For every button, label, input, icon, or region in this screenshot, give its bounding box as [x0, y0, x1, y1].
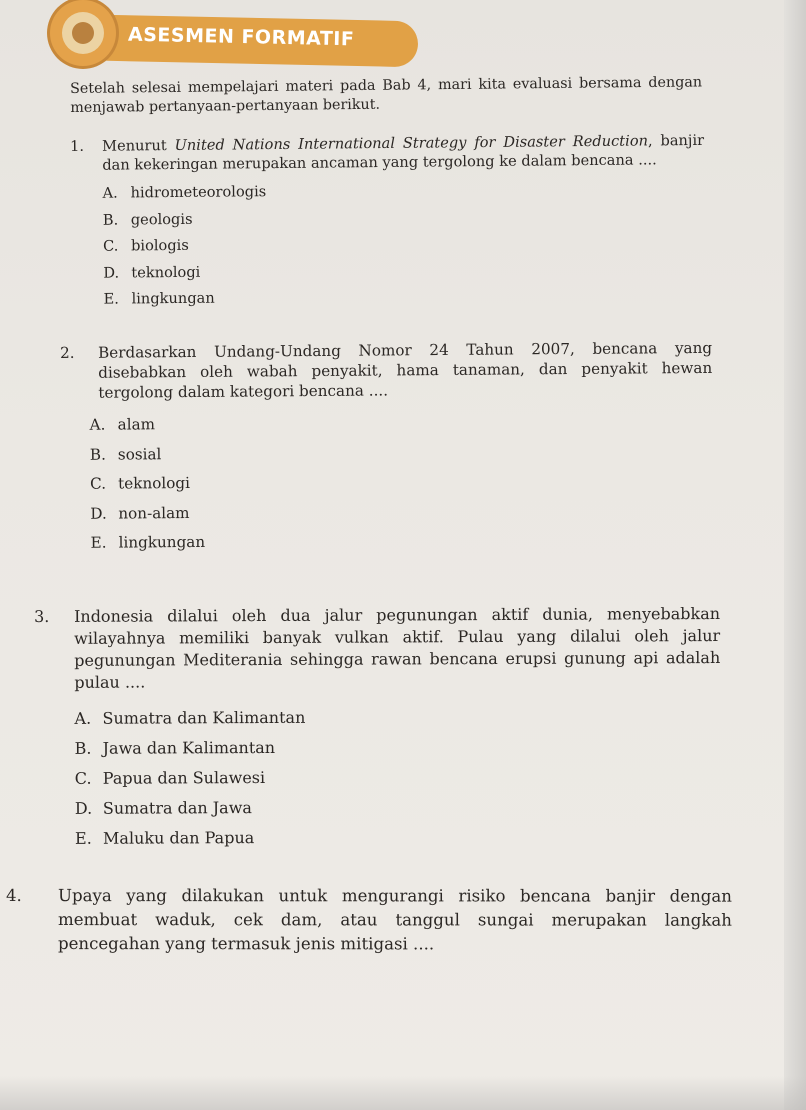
intro-text: Setelah selesai mempelajari materi pada Bab 4, mari kita evaluasi bersama dengan menjawab pertanyaan-pertanyaan berikut. — [70, 74, 703, 116]
question-1 — [70, 131, 706, 317]
question-number: 2. — [60, 343, 75, 362]
option-text: lingkungan — [131, 289, 215, 308]
question-text: Indonesia dilalui oleh dua jalur pegunungan aktif dunia, menyebabkan wilayahnya memiliki banyak vulkan aktif. Pulau yang dilalui oleh jalur pegunungan Mediterania sehingga rawan bencana erupsi gunung api adalah pulau .... — [74, 604, 721, 692]
question-3 — [34, 603, 721, 858]
option-letter: E. — [74, 828, 92, 848]
answer-options — [90, 410, 714, 562]
option-letter: A. — [102, 184, 118, 202]
option-a[interactable] — [74, 705, 720, 738]
option-b[interactable] — [75, 735, 721, 768]
option-text: Maluku dan Papua — [102, 828, 255, 848]
question-text-part: , banjir dan kekeringan merupakan ancaman yang tergolong ke dalam bencana .... — [102, 131, 705, 174]
section-title: ASESMEN FORMATIF — [127, 23, 355, 51]
answer-options — [74, 705, 721, 858]
option-text: biologis — [130, 236, 189, 255]
option-text: sosial — [117, 444, 162, 464]
section-banner — [40, 6, 385, 76]
option-text: non-alam — [118, 503, 190, 523]
option-text: geologis — [130, 210, 193, 228]
question-text-italic: United Nations International Strategy for Disaster Reduction — [174, 132, 649, 154]
page-shadow — [0, 1076, 806, 1110]
option-letter: A. — [74, 708, 92, 728]
option-text: Papua dan Sulawesi — [102, 767, 266, 788]
option-c[interactable] — [75, 765, 721, 798]
option-e[interactable] — [103, 284, 705, 316]
option-d[interactable] — [75, 795, 721, 828]
question-2 — [60, 338, 714, 563]
page-edge — [784, 0, 806, 1110]
option-text: teknologi — [118, 473, 190, 493]
option-text: alam — [117, 415, 156, 434]
option-text: teknologi — [131, 263, 201, 281]
option-letter: C. — [74, 768, 92, 788]
option-letter: A. — [89, 415, 106, 434]
option-e[interactable] — [90, 528, 713, 562]
question-4 — [6, 884, 732, 957]
option-letter: B. — [74, 738, 92, 758]
question-number: 3. — [34, 606, 50, 626]
question-text: Upaya yang dilakukan untuk mengurangi risiko bencana banjir dengan membuat waduk, cek dam, atau tanggul sungai merupakan langkah pencegahan yang termasuk jenis mitigasi .... — [57, 886, 732, 954]
option-text: lingkungan — [118, 532, 206, 552]
option-letter: B. — [102, 211, 119, 229]
question-text-part: Menurut — [102, 136, 175, 155]
option-text: Sumatra dan Kalimantan — [102, 707, 306, 728]
option-c[interactable] — [90, 469, 713, 503]
option-letter: D. — [90, 504, 107, 523]
option-text: Sumatra dan Jawa — [102, 798, 252, 818]
option-text: Jawa dan Kalimantan — [102, 737, 276, 758]
target-icon — [50, 0, 116, 66]
option-letter: E. — [90, 533, 107, 552]
option-letter: D. — [74, 798, 93, 818]
question-text — [102, 131, 704, 175]
question-text: Berdasarkan Undang-Undang Nomor 24 Tahun 2007, bencana yang disebabkan oleh wabah penyakit, hama tanaman, dan penyakit hewan tergolong dalam kategori bencana .... — [98, 338, 713, 402]
question-number: 1. — [70, 137, 85, 155]
option-letter: C. — [90, 474, 107, 493]
option-d[interactable] — [90, 498, 713, 532]
option-letter: B. — [89, 445, 106, 464]
option-letter: D. — [103, 264, 120, 282]
option-letter: C. — [102, 237, 119, 255]
option-e[interactable] — [75, 825, 721, 858]
option-letter: E. — [103, 290, 119, 308]
answer-options — [102, 178, 705, 316]
option-text: hidrometeorologis — [130, 183, 267, 202]
question-number: 4. — [5, 886, 22, 906]
